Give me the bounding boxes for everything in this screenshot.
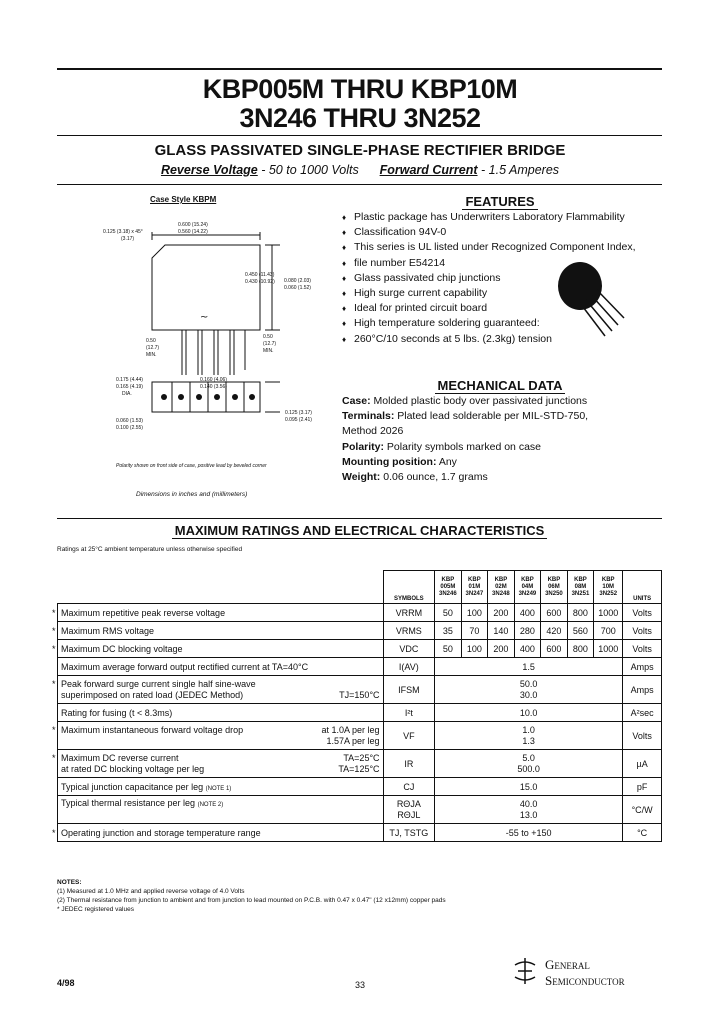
header-units: UNITS <box>623 571 662 604</box>
cond-vf-2: 1.57A per leg <box>326 735 380 746</box>
notes-heading: NOTES: <box>57 879 82 886</box>
unit-cell: Volts <box>623 640 662 658</box>
value-cell: 50.0 30.0 <box>435 676 623 704</box>
mounting-label: Mounting position: <box>342 455 437 468</box>
title-line-2: 3N246 THRU 3N252 <box>239 103 481 133</box>
table-row <box>58 640 662 658</box>
table-row <box>58 778 662 796</box>
dim-lead-left-1: 0.50 <box>146 338 156 344</box>
polarity-value: Polarity symbols marked on case <box>384 440 541 453</box>
table-row <box>58 622 662 640</box>
param-cj: Typical junction capacitance per leg <box>61 781 204 792</box>
weight-label: Weight: <box>342 471 381 484</box>
footer-date: 4/98 <box>57 978 75 988</box>
unit-cell: Amps <box>623 676 662 704</box>
note-3: * JEDEC registered values <box>57 906 134 913</box>
param-ifsm-2: superimposed on rated load (JEDEC Method) <box>61 689 244 700</box>
note-2: (2) Thermal resistance from junction to ambient and from junction to lead mounted on P.C.B. with 0.47 x 0.47" (12 x12mm) copper pads <box>57 897 446 904</box>
ratings-rule <box>57 518 662 519</box>
dim-pitch-2: 0.165 (4.19) <box>116 384 143 390</box>
polarity-label: Polarity: <box>342 440 385 453</box>
header-symbols: SYMBOLS <box>383 571 435 604</box>
ratings-table <box>52 570 662 842</box>
title-line-1: KBP005M THRU KBP10M <box>202 74 518 104</box>
header-device: KBP 02M 3N248 <box>488 571 515 604</box>
terminals-label: Terminals: <box>342 410 395 423</box>
feature-item-cont: ♦ Classification 94V-0 <box>342 225 652 240</box>
symbol-ifsm: IFSM <box>383 676 435 704</box>
dim-width-1: 0.060 (1.53) <box>116 418 143 424</box>
dim-side-2: 0.060 (1.52) <box>284 285 311 291</box>
value-cell: 200 <box>488 640 515 658</box>
value-cell: 35 <box>435 622 462 640</box>
dim-chamfer-2: (3.17) <box>121 236 135 242</box>
case-value: Molded plastic body over passivated junctions <box>370 395 588 407</box>
param-vdc: Maximum DC blocking voltage <box>61 643 183 654</box>
header-device: KBP 08M 3N251 <box>567 571 594 604</box>
feature-item: ♦ High surge current capability <box>342 286 652 301</box>
value-cell: 560 <box>567 622 594 640</box>
feature-item-cont: ♦ file number E54214 <box>342 256 652 271</box>
header-device: KBP 10M 3N252 <box>594 571 623 604</box>
table-row <box>58 604 662 622</box>
note-ref-2: (NOTE 2) <box>197 802 224 808</box>
param-vrrm: Maximum repetitive peak reverse voltage <box>61 607 226 618</box>
mechanical-heading <box>340 378 660 393</box>
symbol-vrms: VRMS <box>383 622 435 640</box>
value-cell: 400 <box>514 640 541 658</box>
symbol-ir: IR <box>383 750 435 778</box>
mounting-value: Any <box>436 455 457 468</box>
dim-body-2: 0.095 (2.41) <box>285 417 312 423</box>
header-device: KBP 04M 3N249 <box>514 571 541 604</box>
header-device: KBP 01M 3N247 <box>461 571 488 604</box>
table-row <box>58 704 662 722</box>
table-header-row <box>58 571 662 604</box>
header-blank <box>58 571 384 604</box>
header-device: KBP 06M 3N250 <box>541 571 568 604</box>
company-name-2: Semiconductor <box>545 973 625 988</box>
dim-side-1: 0.080 (2.03) <box>284 278 311 284</box>
dim-lead-left-2: (12.7) <box>146 345 160 351</box>
feature-item: ♦ High temperature soldering guaranteed: <box>342 316 652 331</box>
table-row <box>58 796 662 824</box>
reverse-voltage-label: Reverse Voltage <box>160 163 258 177</box>
polarity-note: Polarity shown on front side of case, positive lead by beveled corner <box>116 463 267 469</box>
package-photo <box>550 258 630 348</box>
value-cell: 1000 <box>594 604 623 622</box>
ratings-heading <box>57 523 662 538</box>
value-cell: 420 <box>541 622 568 640</box>
jedec-asterisk: * <box>52 607 56 618</box>
param-ir-1: Maximum DC reverse current <box>61 752 179 763</box>
param-ifsm-1: Peak forward surge current single half sine-wave <box>61 678 256 689</box>
feature-item: ♦ Plastic package has Underwriters Laboratory Flammability <box>342 210 652 225</box>
forward-current-label: Forward Current <box>379 163 478 177</box>
unit-cell: pF <box>623 778 662 796</box>
jedec-asterisk: * <box>52 827 56 838</box>
top-rule <box>57 68 662 70</box>
dimensions-caption: Dimensions in inches and (millimeters) <box>136 491 248 498</box>
company-name-1: General <box>545 957 590 972</box>
value-cell: 1.5 <box>435 658 623 676</box>
features-heading-text: FEATURES <box>462 194 537 210</box>
features-heading <box>340 194 660 209</box>
value-cell: 40.0 13.0 <box>435 796 623 824</box>
forward-current-value: - 1.5 Amperes <box>477 163 560 177</box>
value-cell: 5.0 500.0 <box>435 750 623 778</box>
dim-lead-2: (12.7) <box>263 341 277 347</box>
value-cell: 10.0 <box>435 704 623 722</box>
subtitle: GLASS PASSIVATED SINGLE-PHASE RECTIFIER BRIDGE <box>154 142 566 159</box>
mechanical-heading-text: MECHANICAL DATA <box>435 378 566 394</box>
case-label: Case: <box>342 395 371 407</box>
dim-pin-1: 0.160 (4.06) <box>200 377 227 383</box>
cond-ifsm: TJ=150°C <box>339 689 380 700</box>
value-cell: 400 <box>514 604 541 622</box>
dim-top-1: 0.600 (15.24) <box>178 222 208 228</box>
table-row <box>58 722 662 750</box>
dim-chamfer: 0.125 (3.18) x 45° <box>103 229 143 235</box>
notes <box>57 878 662 914</box>
unit-cell: µA <box>623 750 662 778</box>
spec-line <box>0 163 720 177</box>
page-number: 33 <box>355 980 366 990</box>
unit-cell: °C/W <box>623 796 662 824</box>
value-cell: -55 to +150 <box>435 824 623 842</box>
svg-text:~: ~ <box>200 312 209 323</box>
value-cell: 200 <box>488 604 515 622</box>
table-row <box>58 750 662 778</box>
company-logo-icon <box>510 955 540 987</box>
feature-item: ♦ This series is UL listed under Recognized Component Index, <box>342 240 652 255</box>
unit-cell: °C <box>623 824 662 842</box>
case-style-label: Case Style KBPM <box>150 195 217 204</box>
dim-lead-3: MIN. <box>263 348 274 354</box>
value-cell: 600 <box>541 640 568 658</box>
value-cell: 100 <box>461 604 488 622</box>
dim-pitch-3: DIA. <box>122 391 132 397</box>
value-cell: 800 <box>567 604 594 622</box>
dim-body-1: 0.125 (3.17) <box>285 410 312 416</box>
jedec-asterisk: * <box>52 752 56 763</box>
unit-cell: Volts <box>623 622 662 640</box>
header-device: KBP 005M 3N246 <box>435 571 462 604</box>
param-tj: Operating junction and storage temperature range <box>61 827 261 838</box>
jedec-asterisk: * <box>52 724 56 735</box>
value-cell: 70 <box>461 622 488 640</box>
dim-width-2: 0.100 (2.55) <box>116 425 143 431</box>
mechanical-data <box>342 394 662 485</box>
dim-lead-left-3: MIN. <box>146 352 157 358</box>
symbol-vdc: VDC <box>383 640 435 658</box>
feature-item: ♦ Glass passivated chip junctions <box>342 271 652 286</box>
dim-height-2: 0.430 (10.92) <box>245 279 275 285</box>
value-cell: 800 <box>567 640 594 658</box>
value-cell: 1.0 1.3 <box>435 722 623 750</box>
table-row <box>58 676 662 704</box>
dim-top-2: 0.560 (14.22) <box>178 229 208 235</box>
terminals-value: Plated lead solderable per MIL-STD-750, <box>394 410 589 423</box>
param-iav: Maximum average forward output rectified current at TA=40°C <box>58 658 384 676</box>
symbol-iav: I(AV) <box>383 658 435 676</box>
weight-value: 0.06 ounce, 1.7 grams <box>380 471 488 484</box>
jedec-asterisk: * <box>52 625 56 636</box>
reverse-voltage-value: - 50 to 1000 Volts <box>257 163 359 177</box>
value-cell: 50 <box>435 604 462 622</box>
note-1: (1) Measured at 1.0 MHz and applied reverse voltage of 4.0 Volts <box>57 888 245 895</box>
value-cell: 100 <box>461 640 488 658</box>
unit-cell: A²sec <box>623 704 662 722</box>
ratings-heading-text: MAXIMUM RATINGS AND ELECTRICAL CHARACTERISTICS <box>172 523 548 539</box>
value-cell: 15.0 <box>435 778 623 796</box>
param-ir-2: at rated DC blocking voltage per leg <box>61 763 205 774</box>
unit-cell: Volts <box>623 604 662 622</box>
cond-ir-2: TA=125°C <box>338 763 380 774</box>
cond-vf-1: at 1.0A per leg <box>321 724 380 735</box>
note-ref-1: (NOTE 1) <box>205 785 232 792</box>
dim-pin-2: 0.140 (3.56) <box>200 384 227 390</box>
value-cell: 50 <box>435 640 462 658</box>
dim-height-1: 0.450 (11.43) <box>245 272 275 278</box>
jedec-asterisk: * <box>52 678 56 689</box>
cond-ir-1: TA=25°C <box>343 752 380 763</box>
unit-cell: Volts <box>623 722 662 750</box>
symbol-cj: CJ <box>383 778 435 796</box>
symbol-i2t: I²t <box>383 704 435 722</box>
value-cell: 700 <box>594 622 623 640</box>
value-cell: 1000 <box>594 640 623 658</box>
table-row <box>58 658 662 676</box>
symbol-vrrm: VRRM <box>383 604 435 622</box>
value-cell: 140 <box>488 622 515 640</box>
title-rule <box>57 135 662 136</box>
value-cell: 600 <box>541 604 568 622</box>
ratings-note: Ratings at 25°C ambient temperature unless otherwise specified <box>57 546 243 553</box>
symbol-rth: RΘJA RΘJL <box>383 796 435 824</box>
dim-pitch-1: 0.175 (4.44) <box>116 377 143 383</box>
param-i2t: Rating for fusing (t < 8.3ms) <box>58 704 384 722</box>
terminals-value-2: Method 2026 <box>342 425 404 438</box>
spec-rule <box>57 184 662 185</box>
param-vrms: Maximum RMS voltage <box>61 625 155 636</box>
jedec-asterisk: * <box>52 643 56 654</box>
param-vf: Maximum instantaneous forward voltage drop <box>61 724 244 735</box>
dim-lead-1: 0.50 <box>263 334 273 340</box>
value-cell: 280 <box>514 622 541 640</box>
feature-item: ♦ Ideal for printed circuit board <box>342 301 652 316</box>
symbol-vf: VF <box>383 722 435 750</box>
symbol-tj: TJ, TSTG <box>383 824 435 842</box>
param-rth: Typical thermal resistance per leg <box>61 798 196 808</box>
unit-cell: Amps <box>623 658 662 676</box>
feature-item-cont: ♦ 260°C/10 seconds at 5 lbs. (2.3kg) tension <box>342 332 652 347</box>
table-row <box>58 824 662 842</box>
